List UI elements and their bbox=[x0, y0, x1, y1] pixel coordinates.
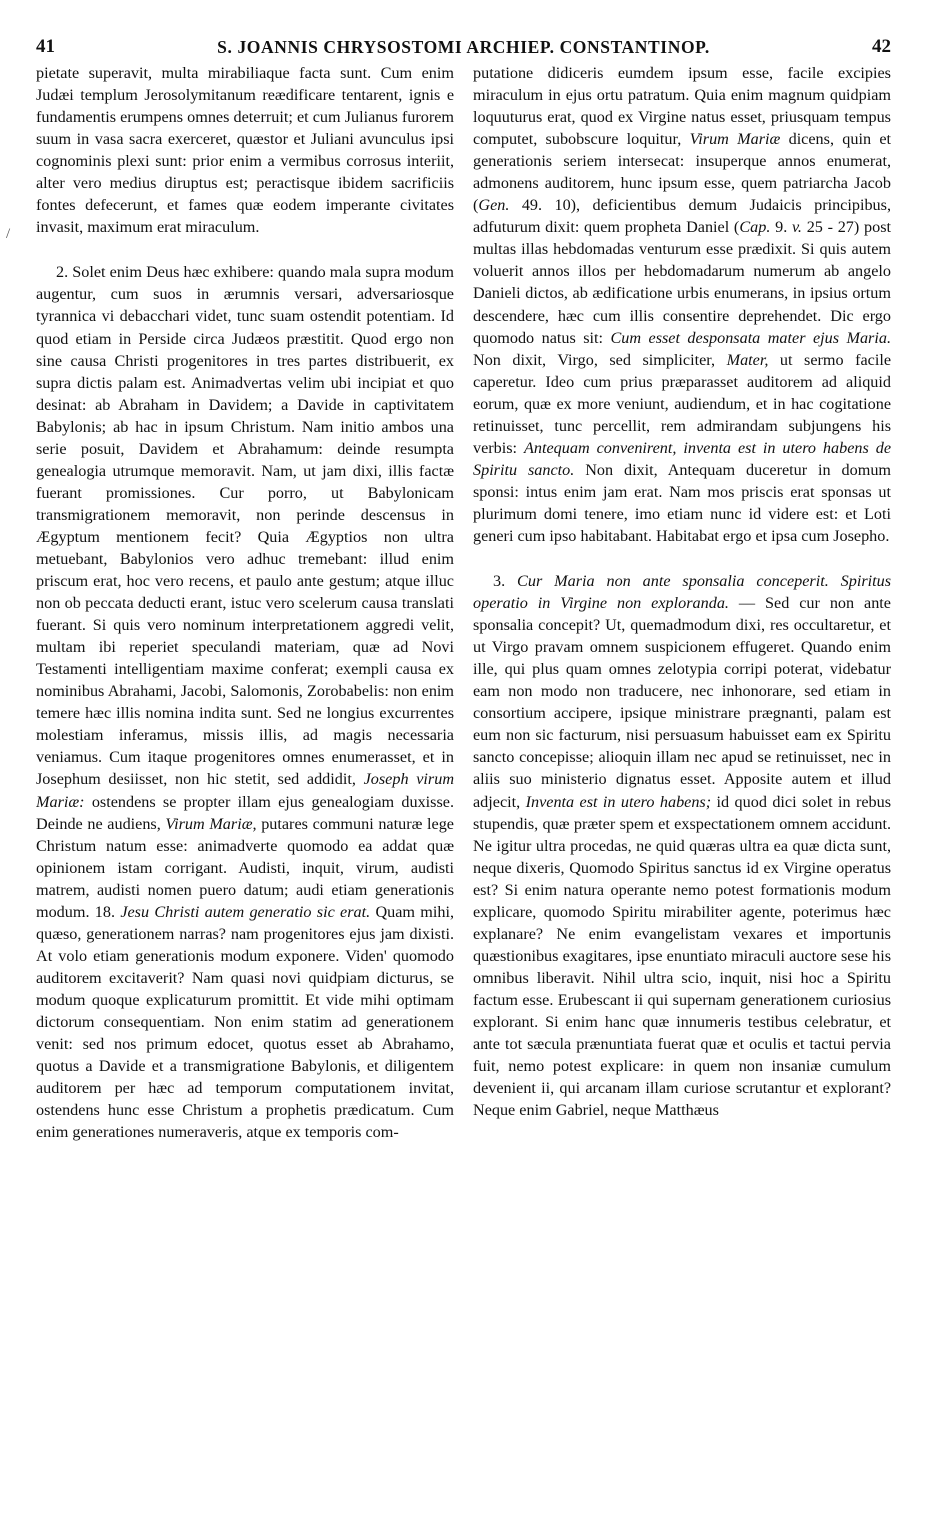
page-number-left: 41 bbox=[36, 36, 55, 57]
paragraph-2: 2. Solet enim Deus hæc exhibere: quando mala supra modum augentur, cum suos in ærumnis versari, adversariosque tyrannica vi debacchari videt, tunc suam ostendit potentiam. Id quod etiam in Perside circa Judæos præstitit. Quod ergo non sine causa Christi progenitores in tres partes distribuerit, ex supra dictis palam est. Animadvertas velim ubi incipiat et quo desinat: ab Abraham in Davidem; a Davide in captivitatem Babylonis; ab hac in ipsum Christum. Nam initio ambos una serie posuit, Davidem et Abrahamum: deinde resumpta genealogia utrumque memoravit. Nam, ut jam dixi, illis factæ fuerant promissiones. Cur porro, ut Babylonicam transmigrationem memoravit, non perinde descensus in Ægyptum mentionem fecit? Quia Ægyptios non ultra metuebant, Babylonios vero adhuc tremebant: illud enim priscum erat, hoc vero recens, et paulo ante gestum; atque illuc non ob peccata deducti erant, istuc vero scelerum causa translati fuerant. Si quis vero nominum interpretationem aggredi velit, multam ibi reperiet speculandi materiam, quæ ad Novi Testamenti intelligentiam maxime conferat; exempli causa ex nominibus Abrahami, Jacobi, Salomonis, Zorobabelis: non enim temere hæc illis nomina indita sunt. Sed ne longius excurrentes molestiam inferamus, missis illis, ad magis necessaria veniamus. Cum itaque progenitores omnes enumerasset, et in Josephum desiisset, non hic stetit, sed addidit, Joseph virum Mariæ: ostendens se propter illam ejus genealogiam duxisse. Deinde ne audiens, Virum Mariæ, putares communi naturæ lege Christum natum esse: animadverte quomodo ea addat quæ opinionem istam corrigant. Audisti, inquit, virum, audisti matrem, audisti nomen puero datum; audi etiam generationis modum. 18. Jesu Christi autem generatio sic erat. Quam mihi, quæso, generationem narras? nam progenitores ejus jam dixisti. At volo etiam generationis modum exponere. Viden' quomodo auditorem excitaverit? Nam quasi novi quidpiam dicturus, se modum quoque explicaturum promittit. Et vide mihi optimam dictorum consequentiam. Non enim statim ad generationem venit: sed nos primum edocet, quotus esset ab Abrahamo, quotus a Davide et a transmigratione Babylonis, et diligentem auditorem per hæc ad temporum computationem invitat, ostendens hunc esse Christum a prophetis prædicatum. Cum enim generationes numeraveris, atque ex temporis com- bbox=[36, 263, 454, 1142]
italic-quote: Virum Mariæ bbox=[689, 130, 781, 149]
italic-quote: Inventa est in utero habens; bbox=[525, 792, 712, 811]
italic-reference: Gen. bbox=[478, 196, 510, 215]
left-column bbox=[36, 62, 454, 1532]
italic-quote: Joseph virum Mariæ: bbox=[36, 770, 454, 811]
italic-reference: v. bbox=[791, 218, 802, 237]
running-header bbox=[36, 36, 891, 62]
paragraph-continuation: pietate superavit, multa mirabiliaque facta sunt. Cum enim Judæi templum Jerosolymitanum reædificare tentarent, ignis e fundamentis erumpens omnes deterruit; et cum Julianus furorem suum in vasa sacra exerceret, quæstor et Juliani avunculus ipsi cognominis plexi sunt: prior enim a vermibus corrosus interiit, alter vero medius diruptus est; peractisque ibidem sacrificiis fontes defecerunt, et fames quæ eodem imperante civitates invasit, maximum erat miraculum. bbox=[36, 64, 454, 237]
italic-quote: Antequam convenirent, inventa est in utero habens de Spiritu sancto. bbox=[473, 438, 891, 479]
running-title: S. JOANNIS CHRYSOSTOMI ARCHIEP. CONSTANTINOP. bbox=[217, 37, 710, 57]
italic-reference: Cap. bbox=[739, 218, 771, 237]
right-column bbox=[473, 62, 891, 1532]
italic-quote: Cum esset desponsata mater ejus Maria. bbox=[610, 328, 891, 347]
section-heading: Cur Maria non ante sponsalia conceperit. Spiritus operatio in Virgine non exploranda. bbox=[473, 572, 891, 613]
italic-quote: Jesu Christi autem generatio sic erat. bbox=[120, 902, 371, 921]
paragraph-3: 3. Cur Maria non ante sponsalia conceperit. Spiritus operatio in Virgine non exploranda. — Sed cur non ante sponsalia concepit? Ut, quemadmodum dixi, res occultaretur, et ut Virgo pravam omnem suspicionem effugeret. Quando enim ille, qui plus quam omnes zelotypia corripi poterat, videbatur eam non modo non traducere, nec inhonorare, sed etiam in consortium accipere, ipsique ministrare prægnanti, palam est eum non sic facturum, nisi persuasum habuisset eam ex Spiritu sancto concepisse; alioquin illam nec apud se retinuisset, nec in aliis suo ministerio dignatus esset. Apposite autem et illud adjecit, Inventa est in utero habens; id quod dici solet in rebus stupendis, quæ præter spem et exspectationem omnem accidunt. Ne igitur ultra procedas, ne quid quæras ultra ea quæ dicta sunt, neque dixeris, Quomodo Spiritus sanctus id ex Virgine operatus est? Si enim natura operante nemo potest formationis modum explicare, quomodo Spiritu mirabiliter agente, poterimus hæc explanare? Ne enim evangelistam vexares et importunis quæstionibus exagitares, ipse enuntiato miraculi auctore sese his omnibus liberavit. Nihil ultra scio, inquit, nisi hoc a Spiritu factum esse. Erubescant ii qui supernam generationem curiosius explorant. Si enim hanc quæ innumeris testibus celebratur, et ante tot sæcula prænuntiata fuerat quæ et oculis et tactui pervia fuit, nemo potest explicare: in quem non insaniæ cumulum devenient ii, qui arcanam illam curiose scrutantur et explorant? Neque enim Gabriel, neque Matthæus bbox=[473, 572, 891, 1120]
paragraph-continuation: putatione didiceris eumdem ipsum esse, facile excipies miraculum in ejus ortu patratum. Quia enim magnum quidpiam loquuturus erat, quod ex Virgine natus esset, priusquam tempus computet, subobscure loquitur, Virum Mariæ dicens, quin et generationis seriem intersecat: insuperque annos enumerat, admonens auditorem, hunc ipsum esse, quem patriarcha Jacob (Gen. 49. 10), deficientibus demum Judaicis principibus, adfuturum dixit: quem propheta Daniel (Cap. 9. v. 25 - 27) post multas illas hebdomadas venturum esse prædixit. Si quis autem voluerit annos illos per hebdomadarum numerum ab angelo Danieli dictos, ab ædificatione urbis enumerans, in ipsius ortum descendere, hæc cum illis consentire deprehendet. Dic ergo quomodo natus sit: Cum esset desponsata mater ejus Maria. Non dixit, Virgo, sed simpliciter, Mater, ut sermo facile caperetur. Ideo cum prius præparasset auditorem ad aliquid eorum, quæ ex more veniunt, audiendum, et in hac cogitatione retinuisset, tunc percellit, rem admirandam subjungens his verbis: Antequam convenirent, inventa est in utero habens de Spiritu sancto. Non dixit, Antequam duceretur in domum sponsi: intus enim jam erat. Nam mos priscis erat sponsas ut plurimum domi tenere, imo etiam nunc id videre est: et Loti generi cum ipso habitabant. Habitabat ergo et ipsa cum Josepho. bbox=[473, 64, 891, 545]
section-number: 3. bbox=[493, 572, 506, 591]
margin-mark: / bbox=[6, 226, 11, 242]
italic-quote: Virum Mariæ, bbox=[165, 814, 257, 833]
page-number-right: 42 bbox=[872, 36, 891, 57]
italic-quote: Mater, bbox=[726, 350, 769, 369]
